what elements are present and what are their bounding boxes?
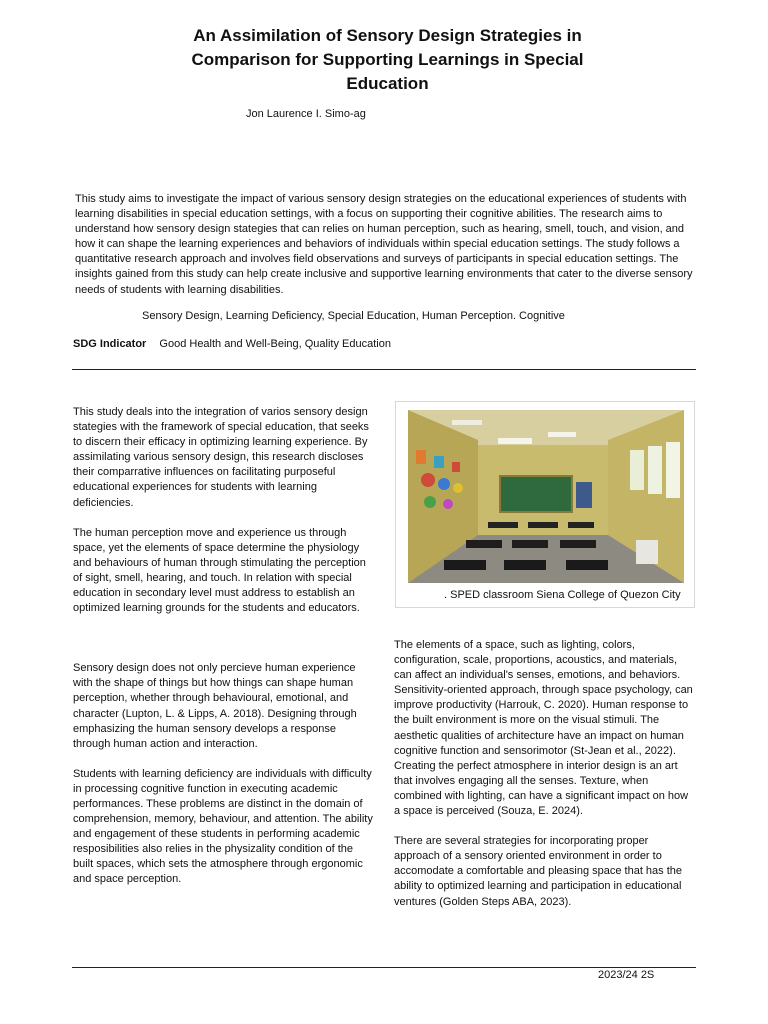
bottom-divider	[72, 967, 696, 968]
body-paragraph: Students with learning deficiency are individuals with difficulty in processing cognitive function in executing academic performances. These problems are distinct in the domain of comprehension, memory, behaviour, and attention. The ability and engagement of these students in performing academic resposibilities also relies in the physizality condition of the built spaces, which sets the atmosphere through ergonomic and space perception.	[73, 767, 373, 886]
paper-title: An Assimilation of Sensory Design Strategies in Comparison for Supporting Learnings in Special Education	[191, 26, 584, 93]
keywords: Sensory Design, Learning Deficiency, Special Education, Human Perception. Cognitive	[142, 310, 565, 322]
classroom-figure	[395, 401, 695, 608]
sdg-label: SDG Indicator	[73, 338, 147, 350]
body-paragraph: The elements of a space, such as lighting, colors, configuration, scale, proportions, acoustics, and materials, can affect an individual's senses, emotions, and behaviors. Sensitivity-oriented approach, through space psychology, can improve productivity (Harrouk, C. 2020). Human response to the built environment is more on the visual stimuli. The aesthetic qualities of architecture have an impact on human cognitive function and sensorimotor (St-Jean et al., 2022). Creating the perfect atmosphere in interior design is an art that involves engaging all the senses. Texture, when combined with lighting, can have a significant impact on how a space is perceived (Souza, E. 2024).	[394, 639, 693, 818]
body-paragraph: There are several strategies for incorporating proper approach of a sensory oriented environment in order to accomodate a comfortable and pleasing space that has the ability to optimized learning and participation in educational ventures (Golden Steps ABA, 2023).	[394, 835, 683, 908]
author-name: Jon Laurence I. Simo-ag	[246, 108, 366, 120]
right-column	[394, 638, 696, 910]
left-column	[73, 405, 373, 888]
footer-term: 2023/24 2S	[598, 969, 655, 981]
sdg-indicator	[73, 338, 391, 350]
body-paragraph: Sensory design does not only percieve human experience with the shape of things but how things can shape human perception, whether through behavioural, emotional, and character (Lupton, L. & Lipps, A. 2018). Designing through emphasizing the human sensory develops a response through human action and interaction.	[73, 662, 357, 750]
top-divider	[72, 369, 696, 370]
body-paragraph: The human perception move and experience us through space, yet the elements of space determine the physiology and behaviours of human through stimulating the perception of sight, smell, hearing, and touch. In relation with special education in secondary level must address to establish an optimized learning grounds for the students and educators.	[73, 526, 366, 615]
abstract: This study aims to investigate the impact of various sensory design strategies on the educational experiences of students with learning disabilities in special education settings, with a focus on supporting their cognitive abilities. The research aims to understand how sensory design stategies that can relies on human perception, such as hearing, smell, touch, and vision, and how it can shape the learning experiences and behaviors of individuals within special education settings. The study follows a quantitative research approach and involves field observations and surveys of participants in special education settings. The insights gained from this study can help create inclusive and supportive learning environments that cater to the diverse sensory needs of students with learning disabilities.	[75, 193, 693, 296]
sdg-value: Good Health and Well-Being, Quality Education	[159, 338, 391, 350]
figure-caption: . SPED classroom Siena College of Quezon City	[444, 589, 681, 601]
body-paragraph: This study deals into the integration of varios sensory design stategies with the framework of special education, that seeks to discern their efficacy in optimizing learning experience. By assimilating various sensory design, this research discloses their comparrative influences on facilitating purposeful educational experiences for students with learning deficiencies.	[73, 406, 369, 509]
classroom-photo	[408, 410, 684, 583]
